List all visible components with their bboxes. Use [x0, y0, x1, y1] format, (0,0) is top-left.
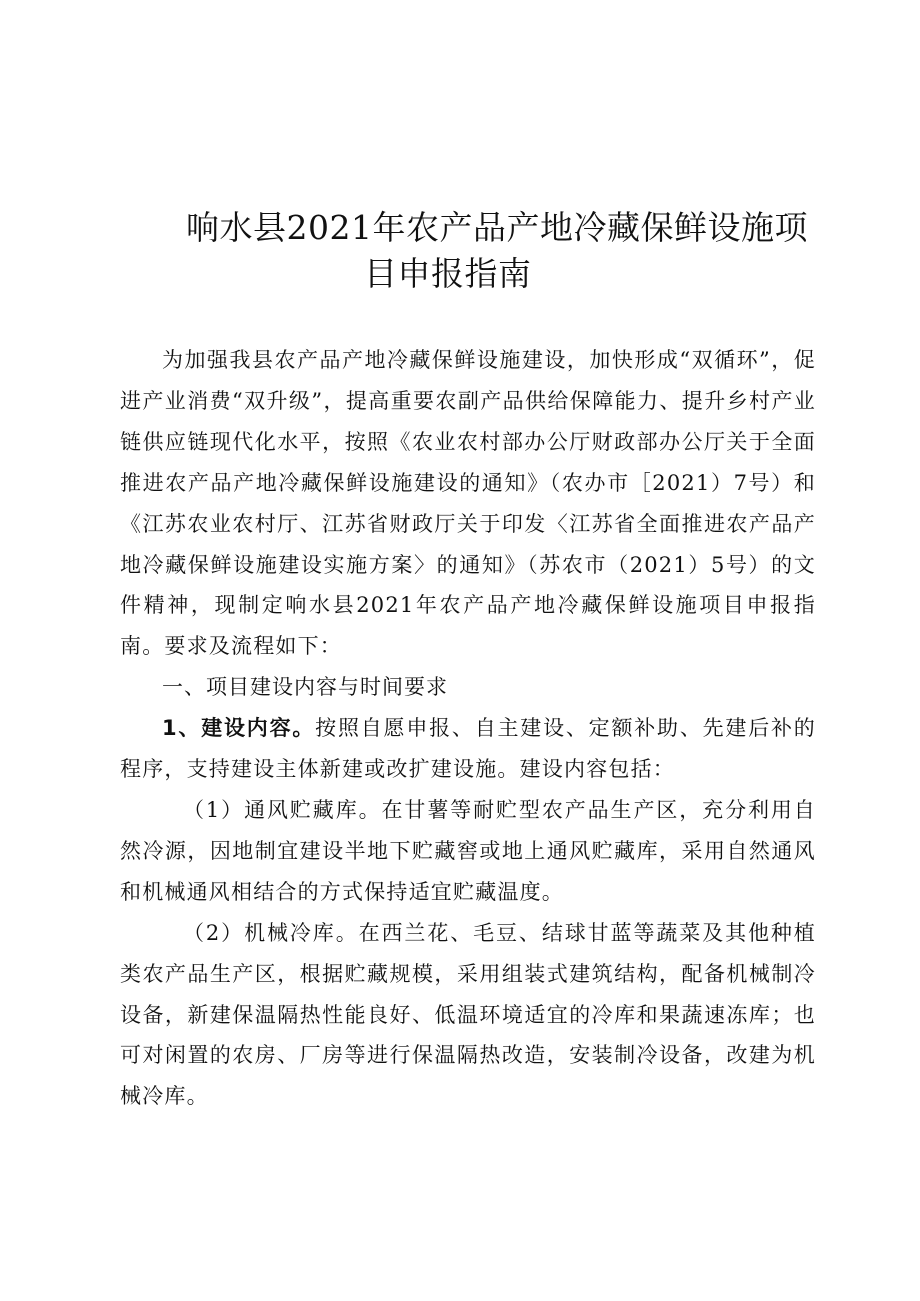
sub-item-ventilated-storage: （1）通风贮藏库。在甘薯等耐贮型农产品生产区，充分利用自然冷源，因地制宜建设半地下贮藏窖或地上通风贮藏库，采用自然通风和机械通风相结合的方式保持适宜贮藏温度。 — [120, 797, 816, 904]
title-line-2: 目申报指南 — [364, 254, 532, 293]
section-heading: 一、项目建设内容与时间要求 — [162, 675, 448, 700]
item-paragraph — [120, 708, 816, 790]
sub-item-mechanical-cold-storage: （2）机械冷库。在西兰花、毛豆、结球甘蓝等蔬菜及其他种植类农产品生产区，根据贮藏规模，采用组装式建筑结构，配备机械制冷设备，新建保温隔热性能良好、低温环境适宜的冷库和果蔬速冻库；也可对闲置的农房、厂房等进行保温隔热改造，安装制冷设备，改建为机械冷库。 — [120, 920, 816, 1109]
item-lead: 1、建设内容。 — [162, 716, 316, 741]
document-title — [120, 205, 860, 297]
item-text: 按照自愿申报、自主建设、定额补助、先建后补的程序，支持建设主体新建或改扩建设施。建设内容包括： — [120, 716, 816, 782]
intro-paragraph: 为加强我县农产品产地冷藏保鲜设施建设，加快形成“双循环”，促进产业消费“双升级”，提高重要农副产品供给保障能力、提升乡村产业链供应链现代化水平，按照《农业农村部办公厅财政部办公厅关于全面推进农产品产地冷藏保鲜设施建设的通知》（农办市［2021）7号）和《江苏农业农村厅、江苏省财政厅关于印发〈江苏省全面推进农产品产地冷藏保鲜设施建设实施方案〉的通知》（苏农市（2021）5号）的文件精神，现制定响水县2021年农产品产地冷藏保鲜设施项目申报指南。要求及流程如下： — [120, 348, 816, 659]
document-body — [120, 340, 816, 1117]
title-line-1: 响水县2021年农产品产地冷藏保鲜设施项 — [186, 208, 808, 247]
